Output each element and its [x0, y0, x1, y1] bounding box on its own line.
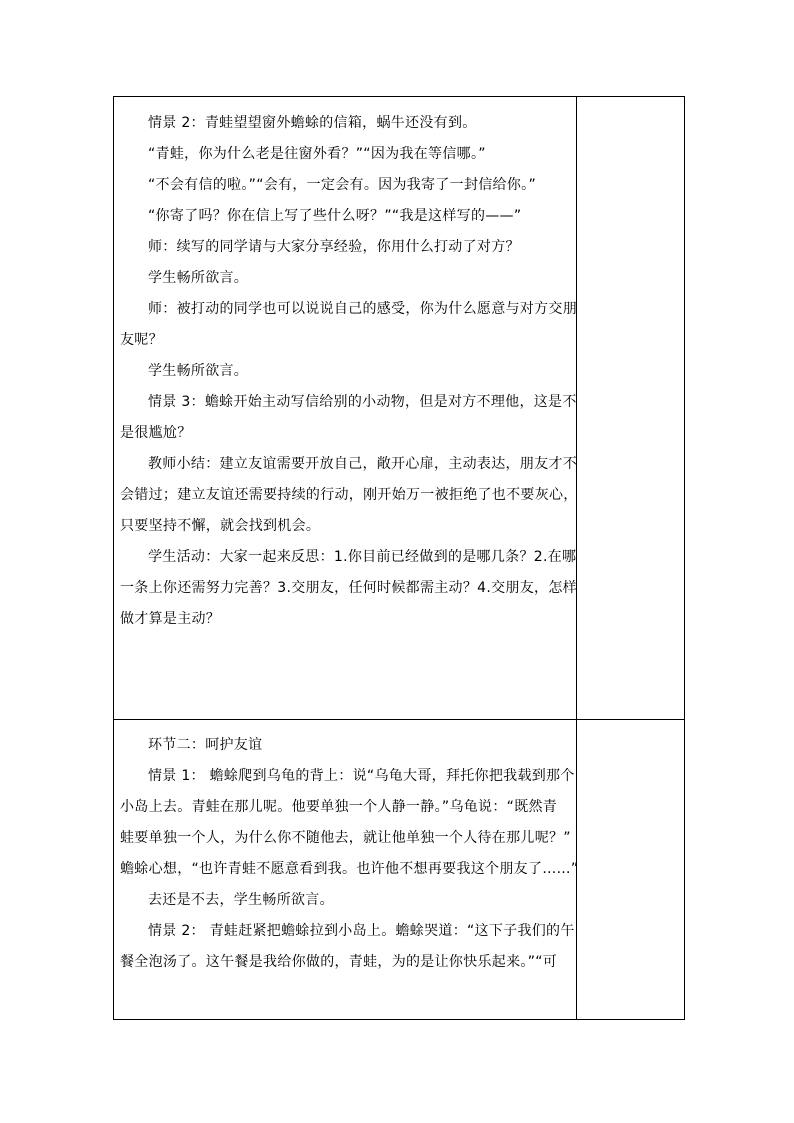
text-line: 学生畅所欲言。	[148, 270, 249, 286]
section2-paragraphs	[120, 730, 579, 978]
text-line: 蟾蜍心想，“也许青蛙不愿意看到我。也许他不想再要我这个朋友了……”	[120, 861, 579, 877]
text-line: 师：被打动的同学也可以说说自己的感受，你为什么愿意与对方交朋	[148, 301, 577, 317]
text-line: 教师小结：建立友谊需要开放自己，敞开心扉，主动表达，朋友才不	[148, 456, 577, 472]
text-line: 师：续写的同学请与大家分享经验，你用什么打动了对方？	[148, 239, 520, 255]
text-line: 学生畅所欲言。	[148, 363, 249, 379]
row1-notes-cell	[577, 97, 684, 719]
text-line: 会错过；建立友谊还需要持续的行动，刚开始万一被拒绝了也不要灰心，	[120, 487, 578, 503]
row2-notes-cell	[577, 720, 684, 1019]
text-line: 去还是不去，学生畅所欲言。	[148, 892, 334, 908]
table-left-border	[113, 96, 114, 1020]
text-line: 是很尴尬？	[120, 425, 192, 441]
table-bottom-border	[113, 1019, 685, 1020]
text-line: “你寄了吗？你在信上写了些什么呀？”“我是这样写的——”	[148, 208, 522, 224]
row2-content-cell	[120, 730, 579, 978]
row1-content-cell	[120, 108, 578, 635]
text-line: 做才算是主动？	[120, 611, 221, 627]
text-line: 环节二：呵护友谊	[148, 737, 263, 753]
text-line: 一条上你还需努力完善？3.交朋友，任何时候都需主动？4.交朋友，怎样	[120, 580, 577, 596]
text-line: 学生活动：大家一起来反思：1.你目前已经做到的是哪几条？2.在哪	[148, 549, 577, 565]
text-line: “不会有信的啦。”“会有，一定会有。因为我寄了一封信给你。”	[148, 177, 537, 193]
text-line: 餐全泡汤了。这午餐是我给你做的，青蛙，为的是让你快乐起来。”“可	[120, 954, 558, 970]
text-line: 蛙要单独一个人，为什么你不随他去，就让他单独一个人待在那儿呢？”	[120, 830, 571, 846]
text-line: 情景 2： 青蛙赶紧把蟾蜍拉到小岛上。蟾蜍哭道：“这下子我们的午	[148, 923, 575, 939]
text-line: 情景 1： 蟾蜍爬到乌龟的背上：说“乌龟大哥，拜托你把我载到那个	[148, 768, 575, 784]
section1-paragraphs	[120, 108, 578, 635]
text-line: 只要坚持不懈，就会找到机会。	[120, 518, 321, 534]
text-line: 友呢？	[120, 332, 163, 348]
text-line: “青蛙，你为什么老是往窗外看？”“因为我在等信哪。”	[148, 146, 486, 162]
table-right-border	[684, 96, 685, 1020]
text-line: 情景 2：青蛙望望窗外蟾蜍的信箱，蜗牛还没有到。	[148, 115, 477, 131]
text-line: 情景 3：蟾蜍开始主动写信给别的小动物，但是对方不理他，这是不	[148, 394, 577, 410]
text-line: 小岛上去。青蛙在那儿呢。他要单独一个人静一静。”乌龟说：“既然青	[120, 799, 558, 815]
